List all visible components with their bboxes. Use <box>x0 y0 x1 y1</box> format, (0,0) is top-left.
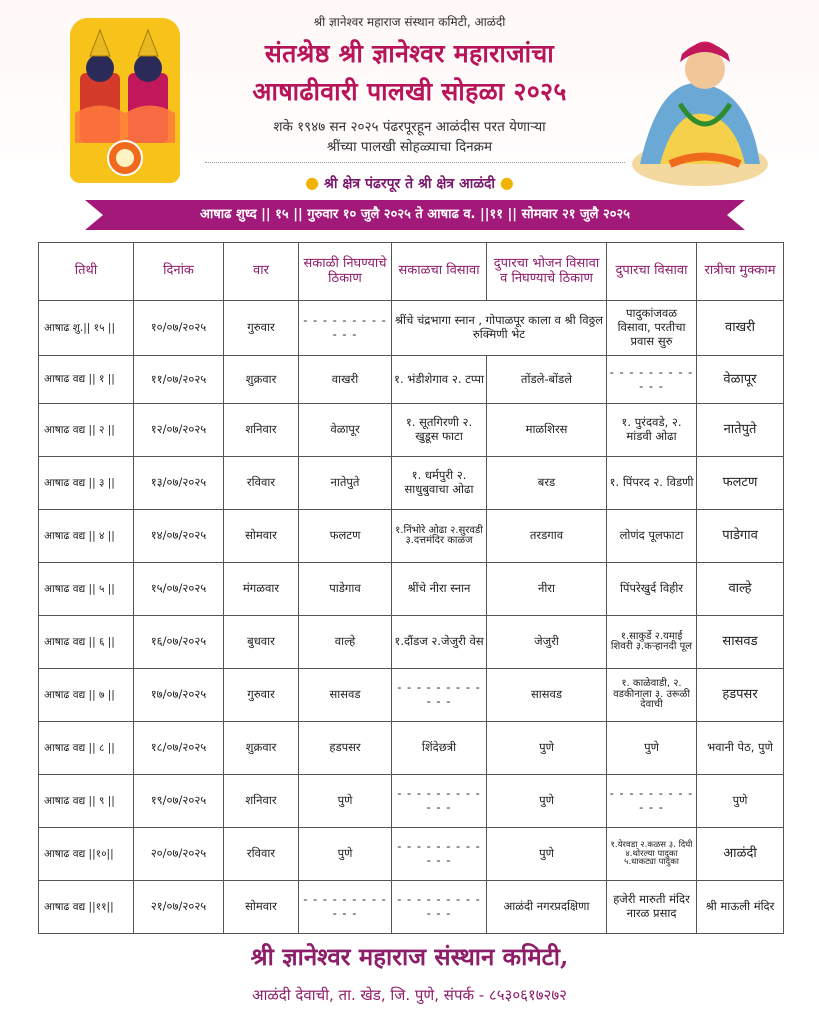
cell-day: मंगळवार <box>224 563 299 616</box>
cell-day: सोमवार <box>224 881 299 934</box>
cell-lunch: माळशिरस <box>487 404 607 457</box>
table-row <box>39 828 784 881</box>
cell-morning-rest: शिंदेछत्री <box>392 722 487 775</box>
cell-date: १३/०७/२०२५ <box>134 457 224 510</box>
route-text: श्री क्षेत्र पंढरपूर ते श्री क्षेत्र आळंदी <box>323 176 496 192</box>
organization-subtitle: श्री ज्ञानेश्वर महाराज संस्थान कमिटी, आळंदी <box>313 15 506 29</box>
cell-lunch: नीरा <box>487 563 607 616</box>
cell-tithi: आषाढ वद्य || ८ || <box>39 722 134 775</box>
cell-night-halt: वेळापूर <box>697 356 784 404</box>
cell-morning-depart: - - - - - - - - - - - - <box>299 301 392 356</box>
cell-tithi: आषाढ वद्य || ४ || <box>39 510 134 563</box>
cell-night-halt: भवानी पेठ, पुणे <box>697 722 784 775</box>
header-date: दिनांक <box>134 243 224 301</box>
cell-date: १५/०७/२०२५ <box>134 563 224 616</box>
footer-organization: श्री ज्ञानेश्वर महाराज संस्थान कमिटी, <box>250 942 569 971</box>
bullet-icon: ● <box>499 173 514 192</box>
table-header-row <box>39 243 784 301</box>
cell-tithi: आषाढ वद्य || १ || <box>39 356 134 404</box>
cell-morning-depart: सासवड <box>299 669 392 722</box>
date-ribbon-text: आषाढ शुध्द || १५ || गुरुवार १० जुलै २०२५ ते आषाढ व. ||११ || सोमवार २१ जुलै २०२५ <box>199 207 631 222</box>
table-row <box>39 457 784 510</box>
cell-lunch: बरड <box>487 457 607 510</box>
footer-address: आळंदी देवाची, ता. खेड, जि. पुणे, संपर्क - ८५३०६१७२७२ <box>252 986 567 1004</box>
cell-afternoon-rest: पादुकांजवळ विसावा, परतीचा प्रवास सुरु <box>607 301 697 356</box>
bullet-icon: ● <box>305 173 320 192</box>
cell-afternoon-rest: पुणे <box>607 722 697 775</box>
cell-day: बुधवार <box>224 616 299 669</box>
table-row <box>39 563 784 616</box>
cell-morning-depart: नातेपुते <box>299 457 392 510</box>
cell-morning-rest: १.दौंडज २.जेजुरी वेस <box>392 616 487 669</box>
table-row <box>39 881 784 934</box>
table-row <box>39 356 784 404</box>
dotted-divider <box>205 162 625 163</box>
cell-day: रविवार <box>224 828 299 881</box>
schedule-table <box>38 242 784 934</box>
route-caption <box>0 173 819 193</box>
cell-night-halt: वाखरी <box>697 301 784 356</box>
subtitle-line1: शके १९४७ सन २०२५ पंढरपूरहून आळंदीस परत येणाऱ्या <box>273 119 546 135</box>
header-tithi: तिथी <box>39 243 134 301</box>
poster-title-line2: आषाढीवारी पालखी सोहळा २०२५ <box>252 77 567 106</box>
header-night-halt: रात्रीचा मुक्काम <box>697 243 784 301</box>
cell-morning-rest: १.निंभोरे ओढा २.सुरवडी ३.दत्तमंदिर काळज <box>392 510 487 563</box>
table-row <box>39 616 784 669</box>
cell-night-halt: नातेपुते <box>697 404 784 457</box>
table-row <box>39 301 784 356</box>
cell-day: सोमवार <box>224 510 299 563</box>
table-row <box>39 722 784 775</box>
cell-day: गुरुवार <box>224 301 299 356</box>
cell-date: १४/०७/२०२५ <box>134 510 224 563</box>
cell-date: ११/०७/२०२५ <box>134 356 224 404</box>
cell-morning-depart: पुणे <box>299 828 392 881</box>
cell-night-halt: पाडेगाव <box>697 510 784 563</box>
header-day: वार <box>224 243 299 301</box>
cell-date: २०/०७/२०२५ <box>134 828 224 881</box>
cell-afternoon-rest: पिंपरेखुर्द विहीर <box>607 563 697 616</box>
cell-tithi: आषाढ वद्य || ३ || <box>39 457 134 510</box>
cell-afternoon-rest: हजेरी मारुती मंदिर नारळ प्रसाद <box>607 881 697 934</box>
cell-morning-rest: - - - - - - - - - - - - <box>392 828 487 881</box>
cell-morning-depart: वेळापूर <box>299 404 392 457</box>
cell-day: गुरुवार <box>224 669 299 722</box>
schedule-table-container <box>38 242 783 934</box>
cell-day: रविवार <box>224 457 299 510</box>
cell-day: शुक्रवार <box>224 722 299 775</box>
cell-afternoon-rest: १. पिंपरद २. विडणी <box>607 457 697 510</box>
cell-morning-rest: १. सूतगिरणी २. खुडूस फाटा <box>392 404 487 457</box>
cell-morning-rest: १. भंडीशेगाव २. टप्पा <box>392 356 487 404</box>
header-afternoon-rest: दुपारचा विसावा <box>607 243 697 301</box>
header-morning-depart: सकाळी निघण्याचे ठिकाण <box>299 243 392 301</box>
cell-night-halt: आळंदी <box>697 828 784 881</box>
date-ribbon <box>85 200 745 230</box>
cell-night-halt: सासवड <box>697 616 784 669</box>
cell-lunch: तोंडले-बोंडले <box>487 356 607 404</box>
cell-morning-depart: वाखरी <box>299 356 392 404</box>
cell-tithi: आषाढ वद्य || २ || <box>39 404 134 457</box>
cell-date: १०/०७/२०२५ <box>134 301 224 356</box>
cell-afternoon-rest: १.साकुर्डे २.यमाई शिवरी ३.कऱ्हानदी पूल <box>607 616 697 669</box>
cell-lunch: तरडगाव <box>487 510 607 563</box>
cell-night-halt: पुणे <box>697 775 784 828</box>
cell-morning-rest: - - - - - - - - - - - - <box>392 881 487 934</box>
cell-morning-depart: पुणे <box>299 775 392 828</box>
cell-lunch: जेजुरी <box>487 616 607 669</box>
cell-night-halt: फलटण <box>697 457 784 510</box>
cell-tithi: आषाढ वद्य ||१०|| <box>39 828 134 881</box>
table-row <box>39 510 784 563</box>
cell-morning-depart: फलटण <box>299 510 392 563</box>
cell-date: १२/०७/२०२५ <box>134 404 224 457</box>
cell-lunch: पुणे <box>487 722 607 775</box>
table-row <box>39 404 784 457</box>
cell-night-halt: वाल्हे <box>697 563 784 616</box>
cell-lunch: आळंदी नगरप्रदक्षिणा <box>487 881 607 934</box>
cell-afternoon-rest: १. काळेवाडी, २. वडकीनाला ३. उरूळी देवाची <box>607 669 697 722</box>
cell-night-halt: श्री माऊली मंदिर <box>697 881 784 934</box>
cell-morning-rest: १. धर्मपुरी २. साधुबुवाचा ओढा <box>392 457 487 510</box>
cell-date: १८/०७/२०२५ <box>134 722 224 775</box>
cell-morning-rest: - - - - - - - - - - - - <box>392 775 487 828</box>
cell-morning-depart: हडपसर <box>299 722 392 775</box>
cell-lunch: पुणे <box>487 828 607 881</box>
table-row <box>39 775 784 828</box>
cell-morning-depart: पाडेगाव <box>299 563 392 616</box>
poster-title-line1: संतश्रेष्ठ श्री ज्ञानेश्वर महाराजांचा <box>264 39 555 68</box>
cell-tithi: आषाढ वद्य ||११|| <box>39 881 134 934</box>
cell-morning-depart: वाल्हे <box>299 616 392 669</box>
cell-day: शुक्रवार <box>224 356 299 404</box>
cell-date: १९/०७/२०२५ <box>134 775 224 828</box>
cell-morning-rest: श्रींचे नीरा स्नान <box>392 563 487 616</box>
cell-merged-rest-lunch: श्रींचे चंद्रभागा स्नान , गोपाळपूर काला व श्री विठ्ठल रुक्मिणी भेट <box>392 301 607 356</box>
cell-afternoon-rest: १.येरवडा २.कळस ३. दिघी ४.थोरल्या पादुका ५.धाकट्या पादुका <box>607 828 697 881</box>
subtitle-line2: श्रींच्या पालखी सोहळ्याचा दिनक्रम <box>326 139 493 155</box>
cell-tithi: आषाढ शु.|| १५ || <box>39 301 134 356</box>
cell-night-halt: हडपसर <box>697 669 784 722</box>
table-row <box>39 669 784 722</box>
cell-date: १६/०७/२०२५ <box>134 616 224 669</box>
cell-tithi: आषाढ वद्य || ६ || <box>39 616 134 669</box>
cell-afternoon-rest: लोणंद पूलफाटा <box>607 510 697 563</box>
cell-day: शनिवार <box>224 404 299 457</box>
cell-date: २१/०७/२०२५ <box>134 881 224 934</box>
cell-morning-rest: - - - - - - - - - - - - <box>392 669 487 722</box>
header-lunch: दुपारचा भोजन विसावा व निघण्याचे ठिकाण <box>487 243 607 301</box>
cell-lunch: पुणे <box>487 775 607 828</box>
cell-tithi: आषाढ वद्य || ९ || <box>39 775 134 828</box>
cell-tithi: आषाढ वद्य || ५ || <box>39 563 134 616</box>
cell-lunch: सासवड <box>487 669 607 722</box>
cell-tithi: आषाढ वद्य || ७ || <box>39 669 134 722</box>
cell-morning-depart: - - - - - - - - - - - - <box>299 881 392 934</box>
cell-afternoon-rest: - - - - - - - - - - - - <box>607 356 697 404</box>
cell-afternoon-rest: - - - - - - - - - - - - <box>607 775 697 828</box>
cell-afternoon-rest: १. पुरंदवडे, २. मांडवी ओढा <box>607 404 697 457</box>
cell-day: शनिवार <box>224 775 299 828</box>
cell-date: १७/०७/२०२५ <box>134 669 224 722</box>
header-morning-rest: सकाळचा विसावा <box>392 243 487 301</box>
